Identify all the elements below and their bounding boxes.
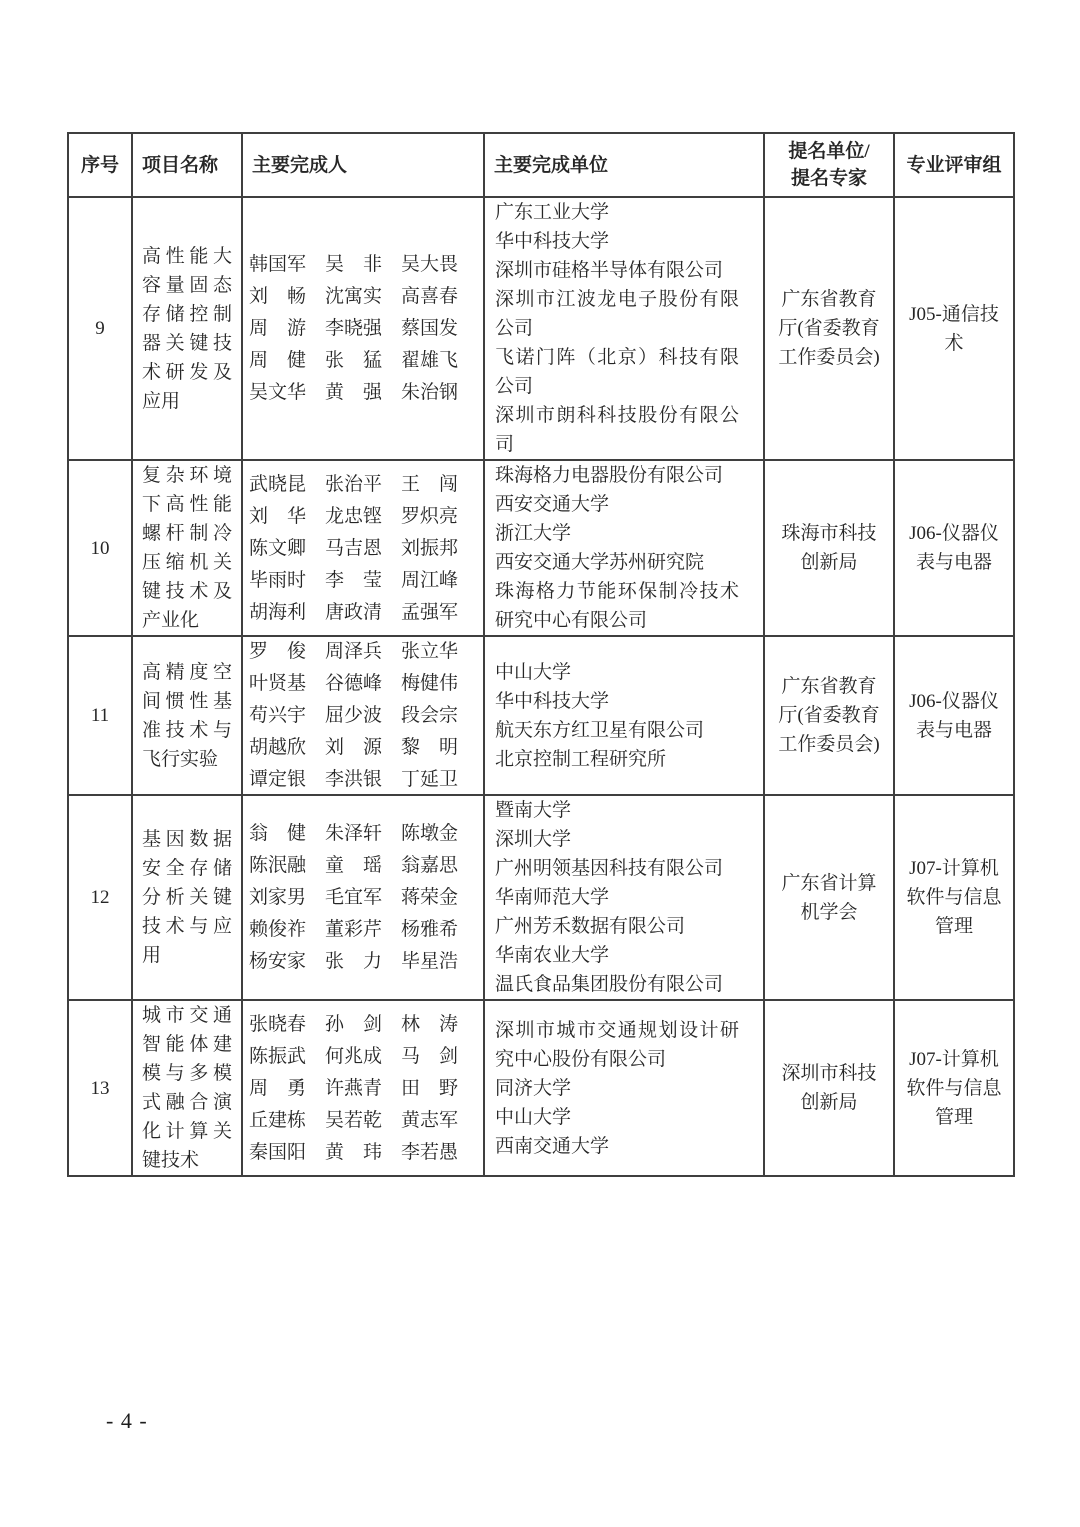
organization-line: 广州芳禾数据有限公司	[495, 916, 686, 937]
table-body	[68, 197, 1014, 1176]
contributors-grid	[249, 819, 477, 976]
person-name: 段会宗	[401, 705, 459, 726]
organization-line: 华中科技大学	[495, 231, 610, 252]
person-name: 丁延卫	[401, 769, 459, 790]
review-group-cell: J07-计算机软件与信息管理	[894, 1000, 1014, 1176]
serial-cell: 11	[68, 636, 132, 795]
person-name: 胡海利	[249, 601, 307, 623]
person-name: 何兆成	[325, 1045, 383, 1067]
person-name: 毕星浩	[401, 951, 459, 972]
column-header-3	[242, 133, 484, 197]
nominator-cell: 深圳市科技创新局	[764, 1000, 894, 1176]
organization-line: 同济大学	[495, 1077, 572, 1099]
person-name: 许燕青	[325, 1077, 383, 1099]
organization-line: 西安交通大学	[495, 494, 610, 515]
table-row	[68, 1000, 1014, 1176]
person-name: 翁嘉思	[401, 855, 459, 876]
person-name: 朱泽轩	[325, 823, 383, 844]
person-name: 陈墩金	[401, 823, 459, 844]
person-name: 胡越欣	[249, 737, 307, 758]
contributors-cell	[242, 460, 484, 636]
organization-line: 广东工业大学	[495, 202, 610, 223]
project-name-cell: 城市交通智能体建模与多模式融合演化计算关键技术	[132, 1000, 242, 1176]
person-name: 苟兴宇	[249, 705, 307, 726]
person-name: 毕雨时	[249, 569, 307, 591]
person-name: 张治平	[325, 473, 383, 495]
person-name: 刘振邦	[401, 537, 459, 559]
nominator-cell: 广东省教育厅(省委教育工作委员会)	[764, 197, 894, 460]
organization-line: 华南农业大学	[495, 945, 610, 966]
column-header-line: 主要完成人	[252, 154, 348, 176]
column-header-line: 提名专家	[790, 168, 867, 189]
person-name: 黄 强	[325, 382, 383, 403]
person-name: 丘建栋	[249, 1109, 307, 1131]
person-name: 吴文华	[249, 382, 307, 403]
person-name: 黎 明	[401, 737, 459, 758]
person-name: 吴 非	[325, 254, 383, 275]
column-header-1	[68, 133, 132, 197]
person-name: 毛宜军	[325, 887, 383, 908]
person-name: 吴大畏	[401, 254, 459, 275]
person-name: 武晓昆	[249, 473, 307, 495]
project-name-cell: 高精度空间惯性基准技术与飞行实验	[132, 636, 242, 795]
person-name: 周江峰	[401, 569, 459, 591]
person-name: 李洪银	[325, 769, 383, 790]
contributors-cell	[242, 636, 484, 795]
organization-line: 深圳市硅格半导体有限公司	[495, 260, 724, 281]
person-name: 周泽兵	[325, 641, 383, 662]
organization-line: 深圳大学	[495, 829, 572, 850]
organizations-cell	[484, 1000, 764, 1176]
contributors-cell	[242, 1000, 484, 1176]
table-head	[68, 133, 1014, 197]
person-name: 刘 源	[325, 737, 383, 758]
column-header-6	[894, 133, 1014, 197]
person-name: 马 剑	[401, 1045, 459, 1067]
page-number: - 4 -	[106, 1408, 148, 1433]
contributors-cell	[242, 197, 484, 460]
contributors-grid	[249, 250, 477, 407]
person-name: 黄 玮	[325, 1141, 383, 1163]
person-name: 林 涛	[401, 1013, 459, 1035]
person-name: 张 猛	[325, 350, 383, 371]
organization-line: 航天东方红卫星有限公司	[495, 719, 705, 741]
organization-line: 深圳市城市交通规划设计研究中心股份有限公司	[495, 1019, 739, 1070]
serial-cell: 13	[68, 1000, 132, 1176]
person-name: 高喜春	[401, 286, 459, 307]
organization-line: 深圳市朗科科技股份有限公司	[495, 405, 739, 455]
person-name: 刘 华	[249, 505, 307, 527]
review-group-cell: J06-仪器仪表与电器	[894, 460, 1014, 636]
person-name: 吴若乾	[325, 1109, 383, 1131]
person-name: 张晓春	[249, 1013, 307, 1035]
column-header-5	[764, 133, 894, 197]
awards-table	[67, 132, 1015, 1177]
nominator-cell: 广东省教育厅(省委教育工作委员会)	[764, 636, 894, 795]
person-name: 田 野	[401, 1077, 459, 1099]
table-row	[68, 795, 1014, 1000]
contributors-grid	[249, 470, 477, 627]
person-name: 刘家男	[249, 887, 307, 908]
organization-line: 飞诺门阵（北京）科技有限公司	[495, 347, 739, 397]
column-header-line: 主要完成单位	[494, 154, 609, 176]
project-name-cell: 复杂环境下高性能螺杆制冷压缩机关键技术及产业化	[132, 460, 242, 636]
serial-cell: 12	[68, 795, 132, 1000]
organization-line: 华中科技大学	[495, 690, 610, 712]
person-name: 杨安家	[249, 951, 307, 972]
organization-line: 西安交通大学苏州研究院	[495, 552, 705, 573]
header-row	[68, 133, 1014, 197]
organization-line: 暨南大学	[495, 800, 572, 821]
column-header-2	[132, 133, 242, 197]
person-name: 罗 俊	[249, 641, 307, 662]
project-name-cell: 基因数据安全存储分析关键技术与应用	[132, 795, 242, 1000]
organizations-cell	[484, 197, 764, 460]
person-name: 李 莹	[325, 569, 383, 591]
contributors-grid	[249, 637, 477, 794]
organization-line: 珠海格力节能环保制冷技术研究中心有限公司	[495, 581, 739, 631]
organizations-cell	[484, 636, 764, 795]
column-header-line: 提名单位/	[788, 141, 870, 162]
organization-line: 中山大学	[495, 1106, 572, 1128]
person-name: 陈泯融	[249, 855, 307, 876]
person-name: 屈少波	[325, 705, 383, 726]
person-name: 龙忠铿	[325, 505, 383, 527]
person-name: 孙 剑	[325, 1013, 383, 1035]
person-name: 马吉恩	[325, 537, 383, 559]
person-name: 翟雄飞	[401, 350, 459, 371]
contributors-cell	[242, 795, 484, 1000]
organization-line: 温氏食品集团股份有限公司	[495, 974, 724, 995]
project-name-cell: 高性能大容量固态存储控制器关键技术研发及应用	[132, 197, 242, 460]
person-name: 赖俊祚	[249, 919, 307, 940]
person-name: 蒋荣金	[401, 887, 459, 908]
person-name: 谭定银	[249, 769, 307, 790]
person-name: 李若愚	[401, 1141, 459, 1163]
person-name: 陈振武	[249, 1045, 307, 1067]
person-name: 张立华	[401, 641, 459, 662]
person-name: 刘 畅	[249, 286, 307, 307]
table-row	[68, 197, 1014, 460]
contributors-grid	[249, 1010, 477, 1167]
serial-cell: 10	[68, 460, 132, 636]
organization-line: 浙江大学	[495, 523, 572, 544]
organization-line: 华南师范大学	[495, 887, 610, 908]
column-header-4	[484, 133, 764, 197]
organization-line: 中山大学	[495, 661, 572, 683]
person-name: 叶贤基	[249, 673, 307, 694]
person-name: 孟强军	[401, 601, 459, 623]
nominator-cell: 珠海市科技创新局	[764, 460, 894, 636]
person-name: 周 健	[249, 350, 307, 371]
person-name: 张 力	[325, 951, 383, 972]
person-name: 唐政清	[325, 601, 383, 623]
organization-line: 深圳市江波龙电子股份有限公司	[495, 289, 739, 339]
person-name: 朱治钢	[401, 382, 459, 403]
person-name: 谷德峰	[325, 673, 383, 694]
column-header-line: 项目名称	[142, 154, 219, 176]
column-header-line: 序号	[80, 154, 119, 176]
person-name: 周 游	[249, 318, 307, 339]
review-group-cell: J06-仪器仪表与电器	[894, 636, 1014, 795]
person-name: 翁 健	[249, 823, 307, 844]
person-name: 秦国阳	[249, 1141, 307, 1163]
review-group-cell: J07-计算机软件与信息管理	[894, 795, 1014, 1000]
organizations-cell	[484, 795, 764, 1000]
organization-line: 珠海格力电器股份有限公司	[495, 465, 724, 486]
person-name: 沈寓实	[325, 286, 383, 307]
column-header-line: 专业评审组	[906, 154, 1002, 176]
person-name: 杨雅希	[401, 919, 459, 940]
person-name: 陈文卿	[249, 537, 307, 559]
table-row	[68, 460, 1014, 636]
organization-line: 西南交通大学	[495, 1135, 610, 1157]
person-name: 李晓强	[325, 318, 383, 339]
person-name: 韩国军	[249, 254, 307, 275]
organization-line: 广州明领基因科技有限公司	[495, 858, 724, 879]
person-name: 罗炽亮	[401, 505, 459, 527]
person-name: 王 闯	[401, 473, 459, 495]
nominator-cell: 广东省计算机学会	[764, 795, 894, 1000]
organization-line: 北京控制工程研究所	[495, 748, 667, 770]
table-row	[68, 636, 1014, 795]
serial-cell: 9	[68, 197, 132, 460]
person-name: 蔡国发	[401, 318, 459, 339]
person-name: 董彩芹	[325, 919, 383, 940]
review-group-cell: J05-通信技术	[894, 197, 1014, 460]
person-name: 童 瑶	[325, 855, 383, 876]
organizations-cell	[484, 460, 764, 636]
person-name: 梅健伟	[401, 673, 459, 694]
person-name: 黄志军	[401, 1109, 459, 1131]
person-name: 周 勇	[249, 1077, 307, 1099]
